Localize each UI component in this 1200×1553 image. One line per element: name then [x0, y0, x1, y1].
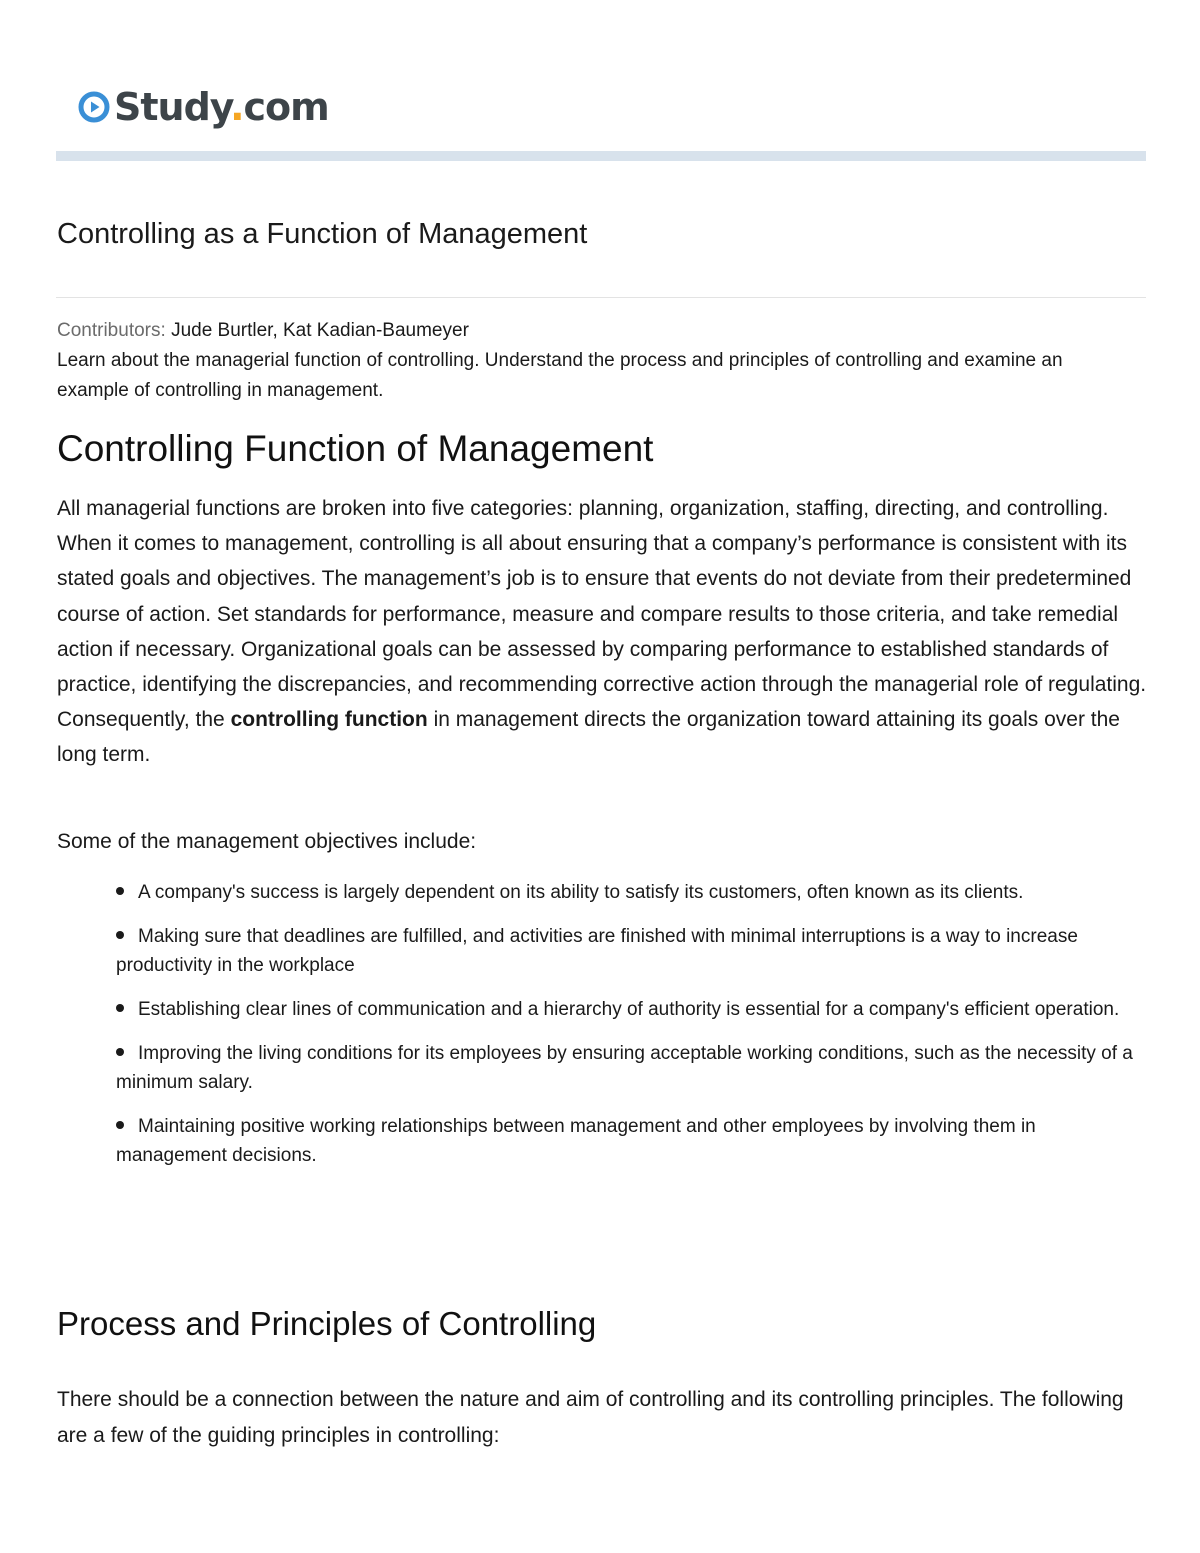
- bold-term: controlling function: [230, 708, 428, 732]
- section-paragraph-principles: There should be a connection between the nature and aim of controlling and its controlling principles. The following are a few of the guiding principles in controlling:: [57, 1388, 1124, 1447]
- section-heading-controlling-function: Controlling Function of Management: [57, 428, 654, 469]
- bullet-icon: [116, 1048, 124, 1056]
- logo-word: Study: [114, 85, 231, 129]
- list-item-text: Maintaining positive working relationships between management and other employees by involving them in management decisions.: [116, 1116, 1036, 1166]
- section-heading-process-principles: Process and Principles of Controlling: [57, 1305, 597, 1342]
- play-circle-icon: [78, 91, 110, 123]
- contributors-label: Contributors:: [57, 320, 166, 341]
- list-item-text: Improving the living conditions for its employees by ensuring acceptable working conditions, such as the necessity of a minimum salary.: [116, 1043, 1133, 1093]
- logo-wordmark: [114, 82, 329, 132]
- list-item: [116, 995, 1148, 1024]
- bullet-icon: [116, 1004, 124, 1012]
- contributors-names: Jude Burtler, Kat Kadian-Baumeyer: [171, 320, 469, 341]
- logo-dot: .: [230, 85, 244, 129]
- logo-tld: com: [243, 85, 329, 129]
- list-item-text: Establishing clear lines of communication and a hierarchy of authority is essential for a company's efficient operation.: [138, 999, 1120, 1020]
- contributors-line: [57, 318, 469, 344]
- list-item: [116, 922, 1148, 980]
- list-item: [116, 1112, 1148, 1170]
- paragraph-text-end: in management directs the organization toward attaining its goals over the long term.: [57, 708, 1120, 767]
- list-item-text: A company's success is largely dependent on its ability to satisfy its customers, often known as its clients.: [138, 882, 1024, 903]
- list-item: [116, 1039, 1148, 1097]
- section-paragraph: [57, 491, 1147, 773]
- bullet-icon: [116, 931, 124, 939]
- bullet-icon: [116, 887, 124, 895]
- bullet-icon: [116, 1121, 124, 1129]
- study-logo[interactable]: [78, 82, 329, 132]
- paragraph-text-start: All managerial functions are broken into five categories: planning, organization, staffing, directing, and controlling. When it comes to management, controlling is all about ensuring that a company’s performance is consistent with its stated goals and objectives. The management’s job is to ensure that events do not deviate from their predetermined course of action. Set standards for performance, measure and compare results to those criteria, and take remedial action if necessary. Organizational goals can be assessed by comparing performance to established standards of practice, identifying the discrepancies, and recommending corrective action through the managerial role of regulating. Consequently, the: [57, 497, 1147, 732]
- lesson-summary: Learn about the managerial function of controlling. Understand the process and principles of controlling and examine an example of controlling in management.: [57, 350, 1063, 401]
- title-divider: [56, 297, 1146, 298]
- objectives-list: [116, 878, 1148, 1185]
- page-title: Controlling as a Function of Management: [57, 218, 588, 250]
- objectives-intro: Some of the management objectives include:: [57, 830, 477, 853]
- list-item: [116, 878, 1148, 907]
- header-divider: [56, 151, 1146, 161]
- list-item-text: Making sure that deadlines are fulfilled, and activities are finished with minimal interruptions is a way to increase productivity in the workplace: [116, 926, 1078, 976]
